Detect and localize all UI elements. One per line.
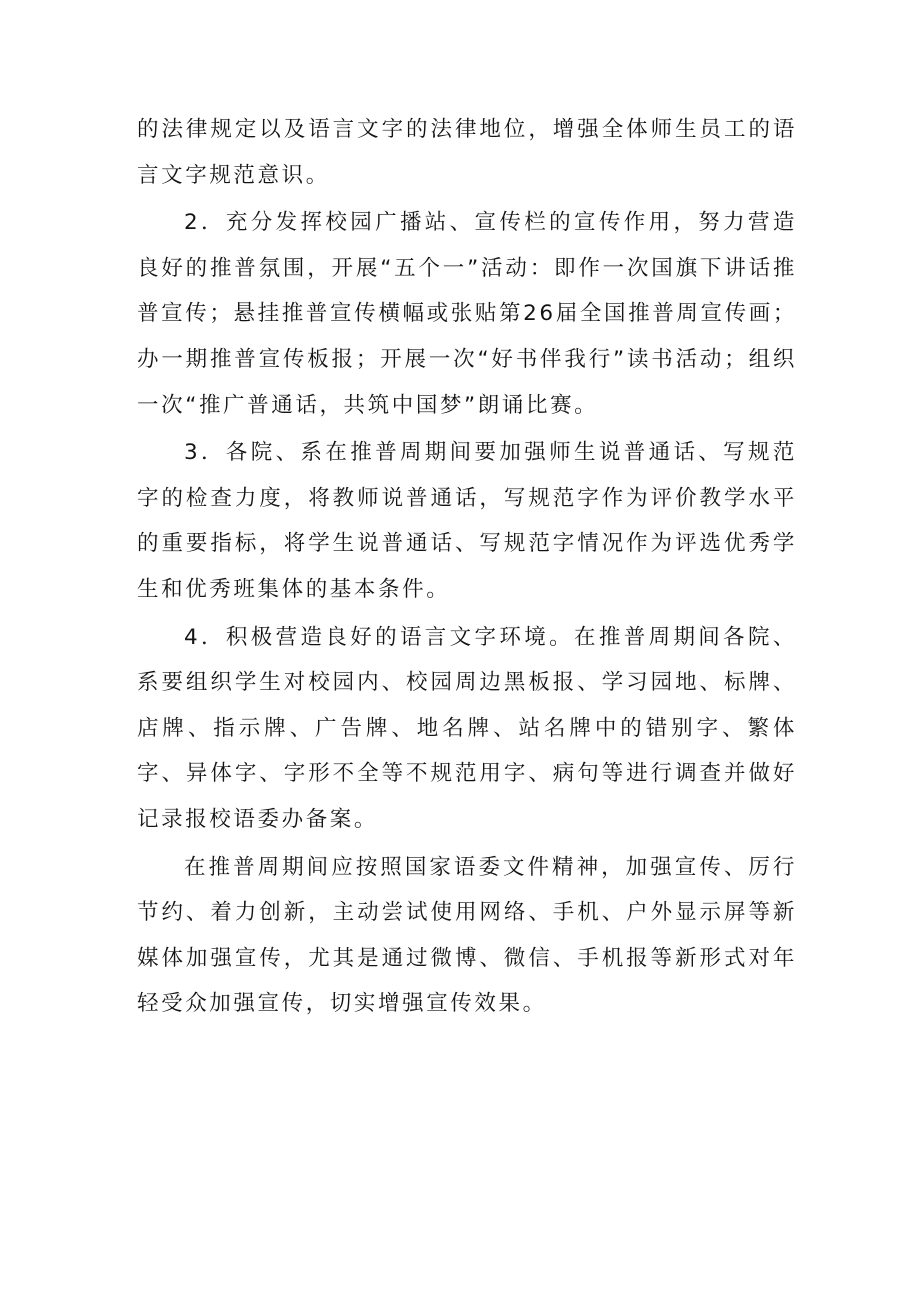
paragraph-closing: 在推普周期间应按照国家语委文件精神，加强宣传、厉行节约、着力创新，主动尝试使用网络、手机、户外显示屏等新媒体加强宣传，尤其是通过微博、微信、手机报等新形式对年轻受众加强宣传，切实增强宣传效果。: [137, 854, 797, 1017]
paragraph-item-3: 3．各院、系在推普周期间要加强师生说普通话、写规范字的检查力度，将教师说普通话，写规范字作为评价教学水平的重要指标，将学生说普通话、写规范字情况作为评选优秀学生和优秀班集体的基本条件。: [137, 440, 797, 602]
document-body: [137, 107, 797, 1027]
paragraph-item-2: 2．充分发挥校园广播站、宣传栏的宣传作用，努力营造良好的推普氛围，开展“五个一”活动：即作一次国旗下讲话推普宣传；悬挂推普宣传横幅或张贴第26届全国推普周宣传画；办一期推普宣传板报；开展一次“好书伴我行”读书活动；组织一次“推广普通话，共筑中国梦”朗诵比赛。: [137, 210, 797, 418]
paragraph-continuation: 的法律规定以及语言文字的法律地位，增强全体师生员工的语言文字规范意识。: [137, 117, 797, 188]
paragraph-item-4: 4．积极营造良好的语言文字环境。在推普周期间各院、系要组织学生对校园内、校园周边黑板报、学习园地、标牌、店牌、指示牌、广告牌、地名牌、站名牌中的错别字、繁体字、异体字、字形不全等不规范用字、病句等进行调查并做好记录报校语委办备案。: [137, 624, 797, 832]
